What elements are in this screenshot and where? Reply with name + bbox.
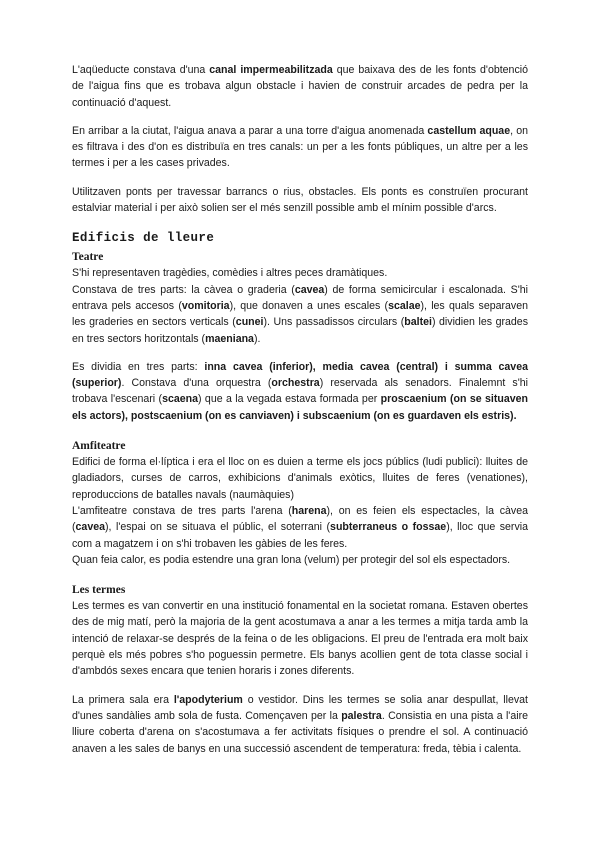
text-run: . Consistia en una pista a l'aire lliure coberta d'arena on s'acostumava a fer activitats físiques o prendre el sol. A continuació anaven a les sales de banys en una successió ascendent de temperatura: freda, tèbia i calenta. bbox=[72, 709, 528, 755]
bold-term: canal impermeabilitzada bbox=[209, 64, 333, 76]
bold-term: baltei bbox=[404, 316, 432, 329]
paragraph-amphitheatre-intro bbox=[72, 454, 528, 503]
text-run: En arribar a la ciutat, l'aigua anava a parar a una torre d'aigua anomenada bbox=[72, 124, 428, 137]
text-run: Edifici de forma el·líptica i era el lloc on es duien a terme els jocs públics (ludi publici): lluites de gladiadors, curses de carros, exhibicions d'animals exòtics, lluites de feres (venationes), reproduccions de batalles navals (naumàquies) bbox=[72, 456, 528, 501]
text-run: ) dividien les grades en tres sectors horitzontals ( bbox=[72, 316, 528, 345]
paragraph-baths-intro bbox=[72, 598, 528, 679]
bold-term: inna cavea (inferior), media cavea (central) i summa cavea (superior) bbox=[72, 360, 528, 390]
paragraph-theatre-parts bbox=[72, 282, 528, 347]
text-run: ) de forma semicircular i escalonada. S'hi entrava pels accesos ( bbox=[72, 283, 528, 312]
text-run: ), l'espai on se situava el públic, el soterrani ( bbox=[105, 521, 331, 534]
text-run: La primera sala era bbox=[72, 693, 174, 706]
bold-term: subterraneus o fossae bbox=[330, 521, 447, 534]
bold-term: maeniana bbox=[205, 332, 254, 345]
text-run: L'amfiteatre constava de tres parts l'arena ( bbox=[72, 504, 292, 517]
bold-term: harena bbox=[291, 504, 327, 517]
bold-term: cavea bbox=[294, 283, 325, 296]
bold-term: scaena bbox=[162, 393, 199, 406]
text-run: ) que a la vegada estava formada per bbox=[198, 393, 381, 406]
paragraph-baths-rooms bbox=[72, 692, 528, 757]
text-run: Les termes es van convertir en una institució fonamental en la societat romana. Estaven obertes des de mig matí, però la majoria de la gent acostumava a anar a les termes a mitja tarda amb la intenció de relaxar-se després de la feina o de les obligacions. El preu de l'entrada era molt baix perquè els més pobres s'ho poguessin permetre. Els banys acollien gent de tota classe social i d'ambdós sexes encara que tenien horaris i zones diferents. bbox=[72, 600, 528, 678]
text-run: Es dividia en tres parts: bbox=[72, 360, 205, 373]
text-run: Quan feia calor, es podia estendre una gran lona (velum) per protegir del sol els espectadors. bbox=[72, 553, 511, 566]
text-run: que baixava des de les fonts d'obtenció de l'aigua fins que es trobava algun obstacle i havien de construir arcades de pedra per la continuació d'aquest. bbox=[72, 64, 528, 109]
text-run: L'aqüeducte constava d'una bbox=[72, 64, 210, 76]
text-run: Constava de tres parts: la càvea o graderia ( bbox=[72, 283, 295, 296]
section-heading-leisure-buildings: Edificis de lleure bbox=[72, 231, 215, 246]
bold-term: orchestra bbox=[271, 377, 320, 390]
bold-term: l'apodyterium bbox=[173, 693, 243, 706]
paragraph-amphitheatre-parts bbox=[72, 503, 528, 552]
bold-term: palestra bbox=[341, 709, 382, 722]
text-run: . Constava d'una orquestra ( bbox=[121, 377, 272, 390]
text-run: ), lloc que servia com a magatzem i on s'hi trobaven les gàbies de les feres. bbox=[72, 521, 528, 550]
paragraph-aqueduct-channel bbox=[72, 62, 528, 111]
paragraph-castellum-aquae bbox=[72, 123, 528, 172]
bold-term: scalae bbox=[388, 299, 421, 312]
paragraph-amphitheatre-velum bbox=[72, 552, 528, 568]
text-run: ), les quals separaven les graderies en sectors verticals ( bbox=[72, 299, 528, 329]
paragraph-bridges bbox=[72, 184, 528, 217]
document-page bbox=[72, 62, 528, 757]
subheading-amphitheatre: Amfiteatre bbox=[72, 440, 126, 453]
text-run: ). bbox=[253, 332, 261, 345]
text-run: ), on es feien els espectacles, la càvea ( bbox=[72, 504, 528, 534]
text-run: , on es filtrava i des d'on es distribuïa en tres canals: un per a les fonts públiques, un altre per a les termes i per a les cases privades. bbox=[72, 124, 529, 170]
bold-term: castellum aquae bbox=[427, 124, 511, 137]
bold-term: vomitoria bbox=[181, 299, 230, 312]
subheading-theatre: Teatre bbox=[72, 251, 104, 264]
text-run: S'hi representaven tragèdies, comèdies i altres peces dramàtiques. bbox=[72, 267, 388, 280]
text-run: Utilitzaven ponts per travessar barrancs o rius, obstacles. Els ponts es construïen procurant estalviar material i per això solien ser el més senzill possible amb el mínim possible d'arcs. bbox=[72, 185, 528, 215]
bold-term: proscaenium (on se situaven els actors), postscaenium (on es canviaven) i subscaenium (on es guardaven els estris). bbox=[72, 393, 528, 422]
subheading-baths: Les termes bbox=[72, 584, 126, 597]
text-run: o vestidor. Dins les termes se solia anar despullat, llevat d'unes sandàlies amb sola de fusta. Començaven per la bbox=[72, 693, 528, 722]
text-run: ). Uns passadissos circulars ( bbox=[263, 316, 405, 329]
bold-term: cavea bbox=[75, 521, 105, 534]
text-run: ), que donaven a unes escales ( bbox=[229, 299, 389, 312]
bold-term: cunei bbox=[235, 316, 264, 329]
paragraph-theatre-divisions bbox=[72, 359, 528, 424]
text-run: ) reservada als senadors. Finalemnt s'hi trobava l'escenari ( bbox=[72, 377, 528, 406]
paragraph-theatre-intro bbox=[72, 265, 528, 281]
